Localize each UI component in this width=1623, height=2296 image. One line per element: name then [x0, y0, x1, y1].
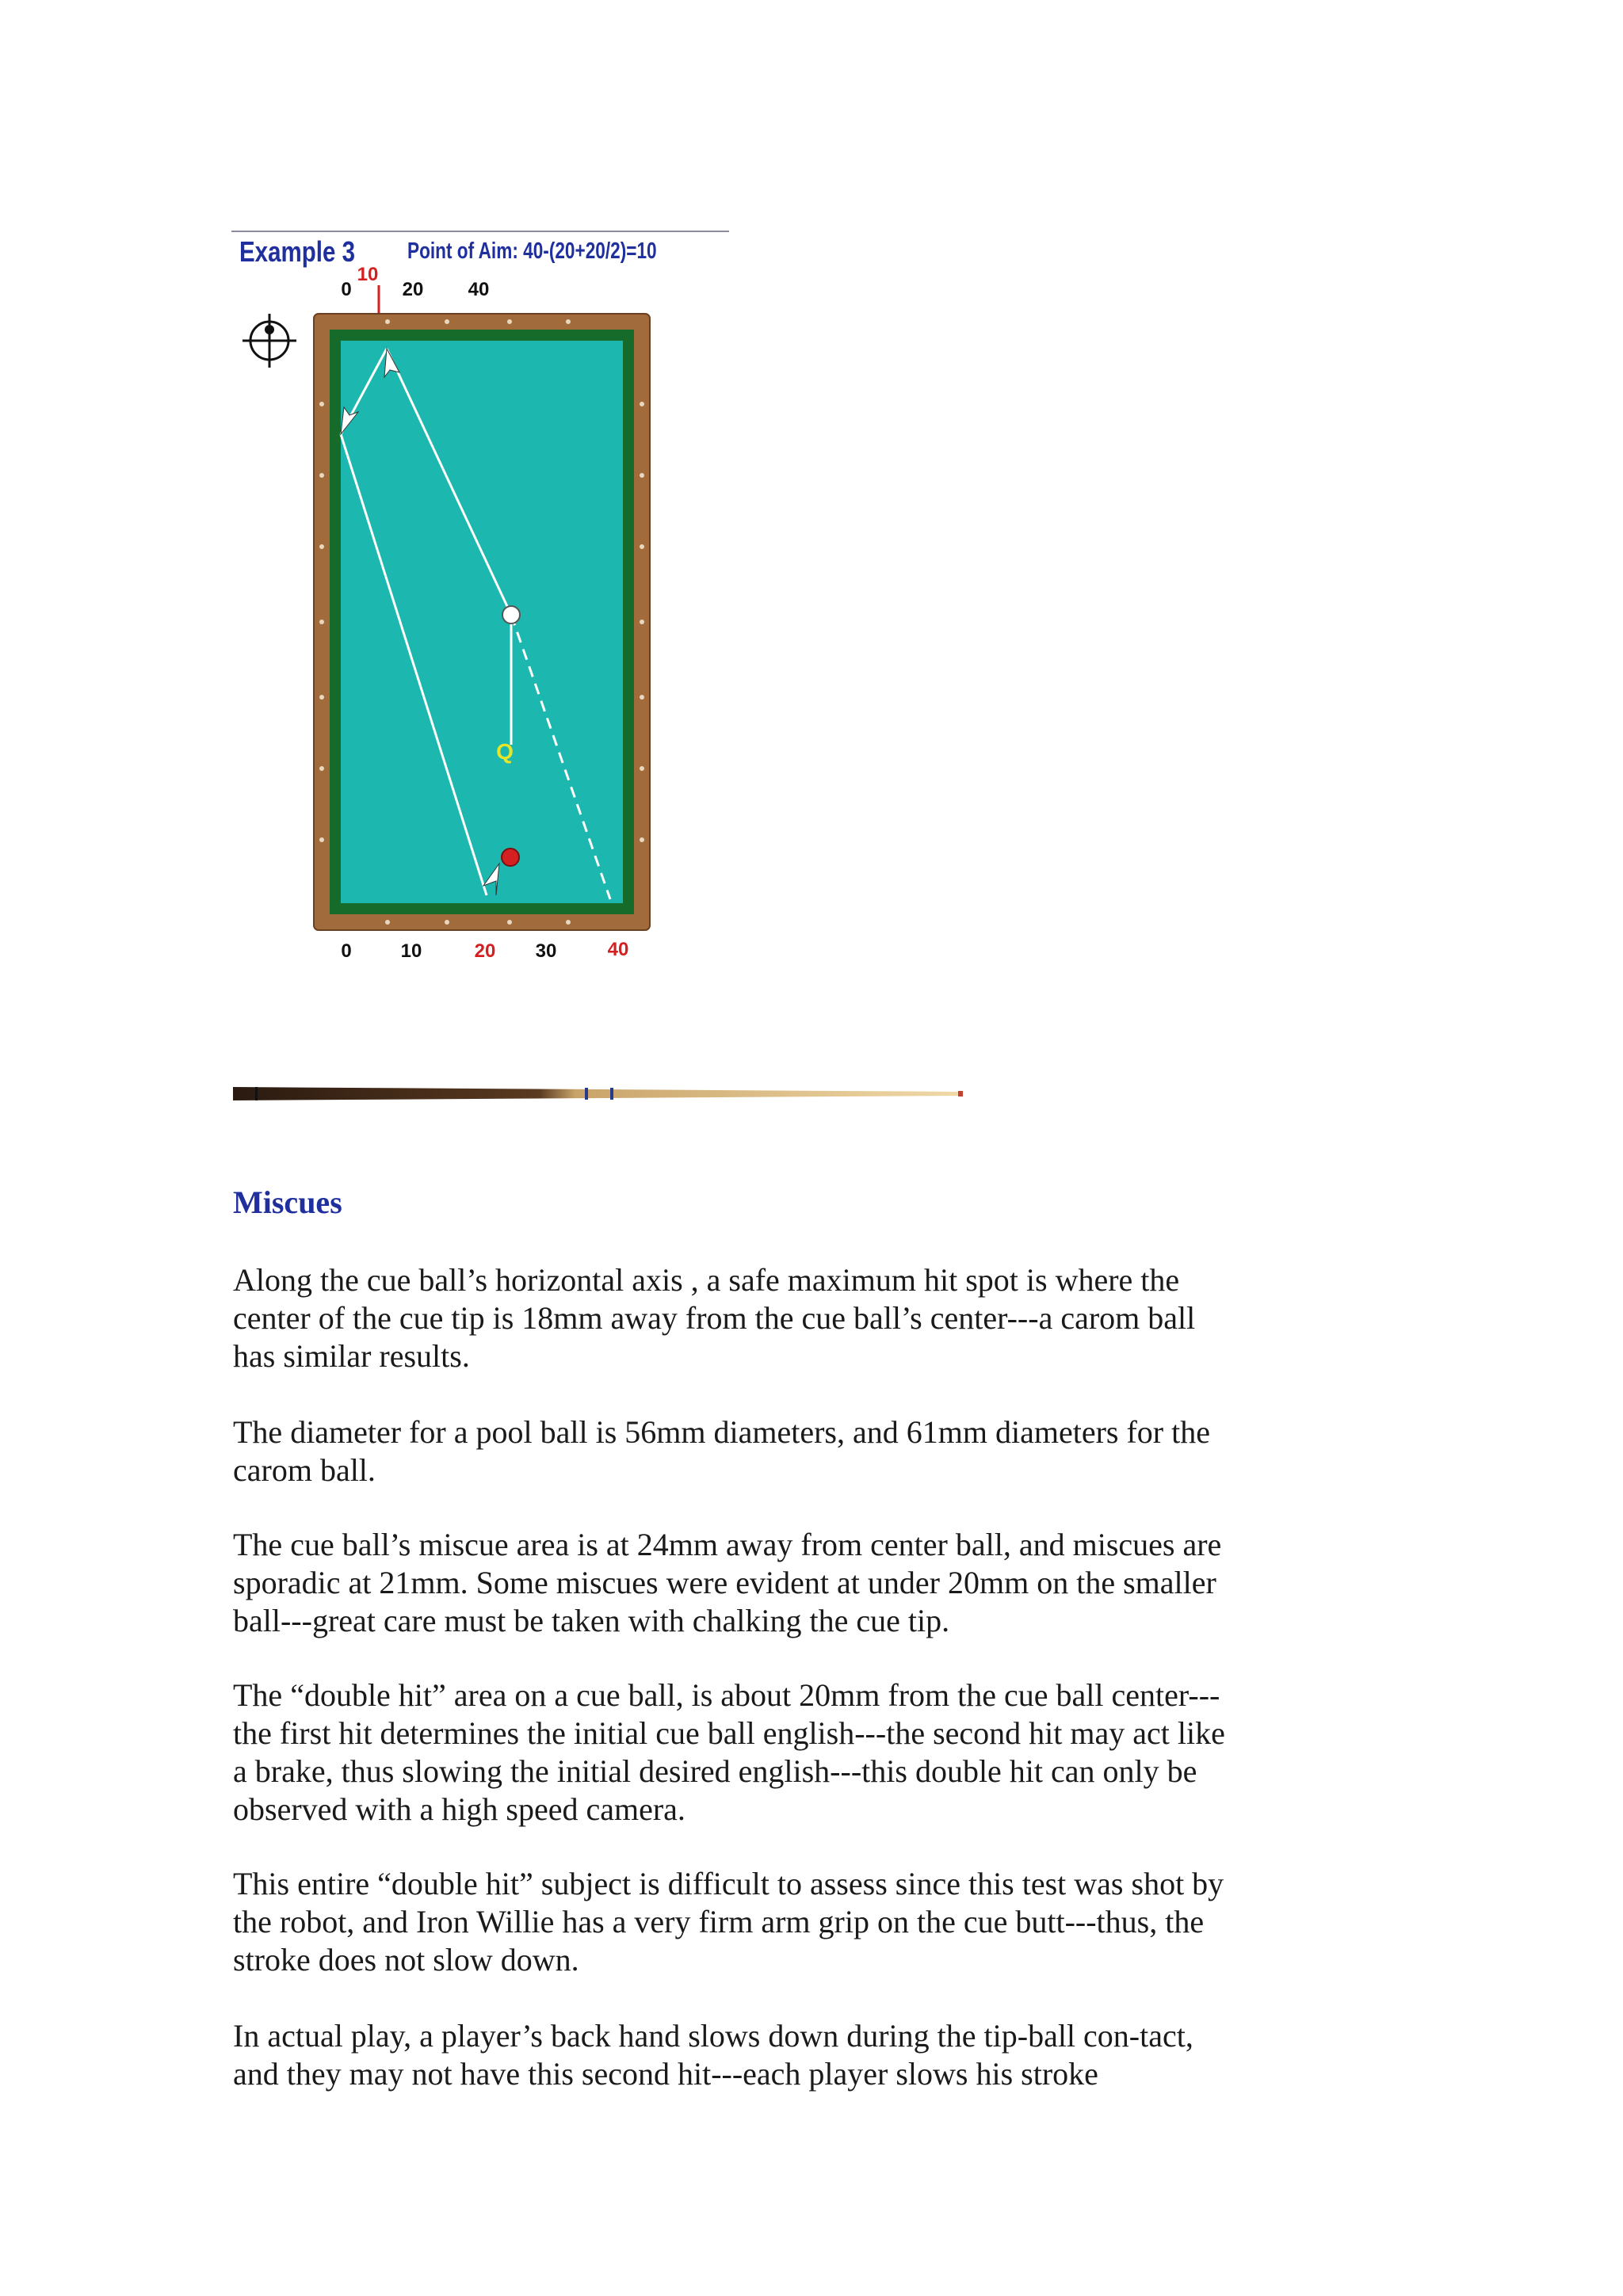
top-rail-label-40: 40	[468, 279, 490, 300]
diagram-title: Example 3	[239, 235, 355, 268]
top-rail-label-0: 0	[341, 279, 352, 300]
paragraph: The cue ball’s miscue area is at 24mm away from center ball, and miscues are sporadic at 21mm. Some miscues were evident at under 20mm on the smaller ball---great care must be taken with chalking the cue tip.	[233, 1527, 1222, 1638]
cue-stick-divider	[231, 1077, 968, 1109]
table-cloth	[341, 341, 623, 903]
billiard-diagram	[231, 230, 739, 967]
bottom-rail-label-40: 40	[607, 939, 629, 960]
section-heading: Miscues	[233, 1184, 342, 1220]
cue-ball-label: Q	[496, 739, 514, 764]
bottom-rail-label-30: 30	[535, 940, 557, 962]
bottom-rail-label-20: 20	[474, 940, 496, 962]
top-rail-label-20: 20	[402, 279, 424, 300]
crosshair-icon	[242, 314, 296, 368]
paragraph: In actual play, a player’s back hand slows down during the tip-ball con-tact, and they may not have this second hit---each player slows his stroke	[233, 2018, 1193, 2092]
cue-ball	[502, 606, 520, 624]
aim-marker-label: 10	[357, 264, 379, 285]
paragraph: The “double hit” area on a cue ball, is about 20mm from the cue ball center---the first hit determines the initial cue ball english---the second hit may act like a brake, thus slowing the initial desired english---this double hit can only be observed with a high speed camera.	[233, 1677, 1225, 1827]
bottom-rail-label-0: 0	[341, 940, 352, 962]
paragraph: The diameter for a pool ball is 56mm diameters, and 61mm diameters for the carom ball.	[233, 1414, 1210, 1488]
object-ball-red	[502, 849, 519, 866]
paragraph: This entire “double hit” subject is difficult to assess since this test was shot by the robot, and Iron Willie has a very firm arm grip on the cue butt---thus, the stroke does not slow down.	[233, 1866, 1224, 1978]
point-of-aim-formula: Point of Aim: 40-(20+20/2)=10	[407, 237, 657, 264]
bottom-rail-label-10: 10	[400, 940, 422, 962]
paragraph: Along the cue ball’s horizontal axis , a safe maximum hit spot is where the center of the cue tip is 18mm away from the cue ball’s center---a carom ball has similar results.	[233, 1262, 1196, 1374]
